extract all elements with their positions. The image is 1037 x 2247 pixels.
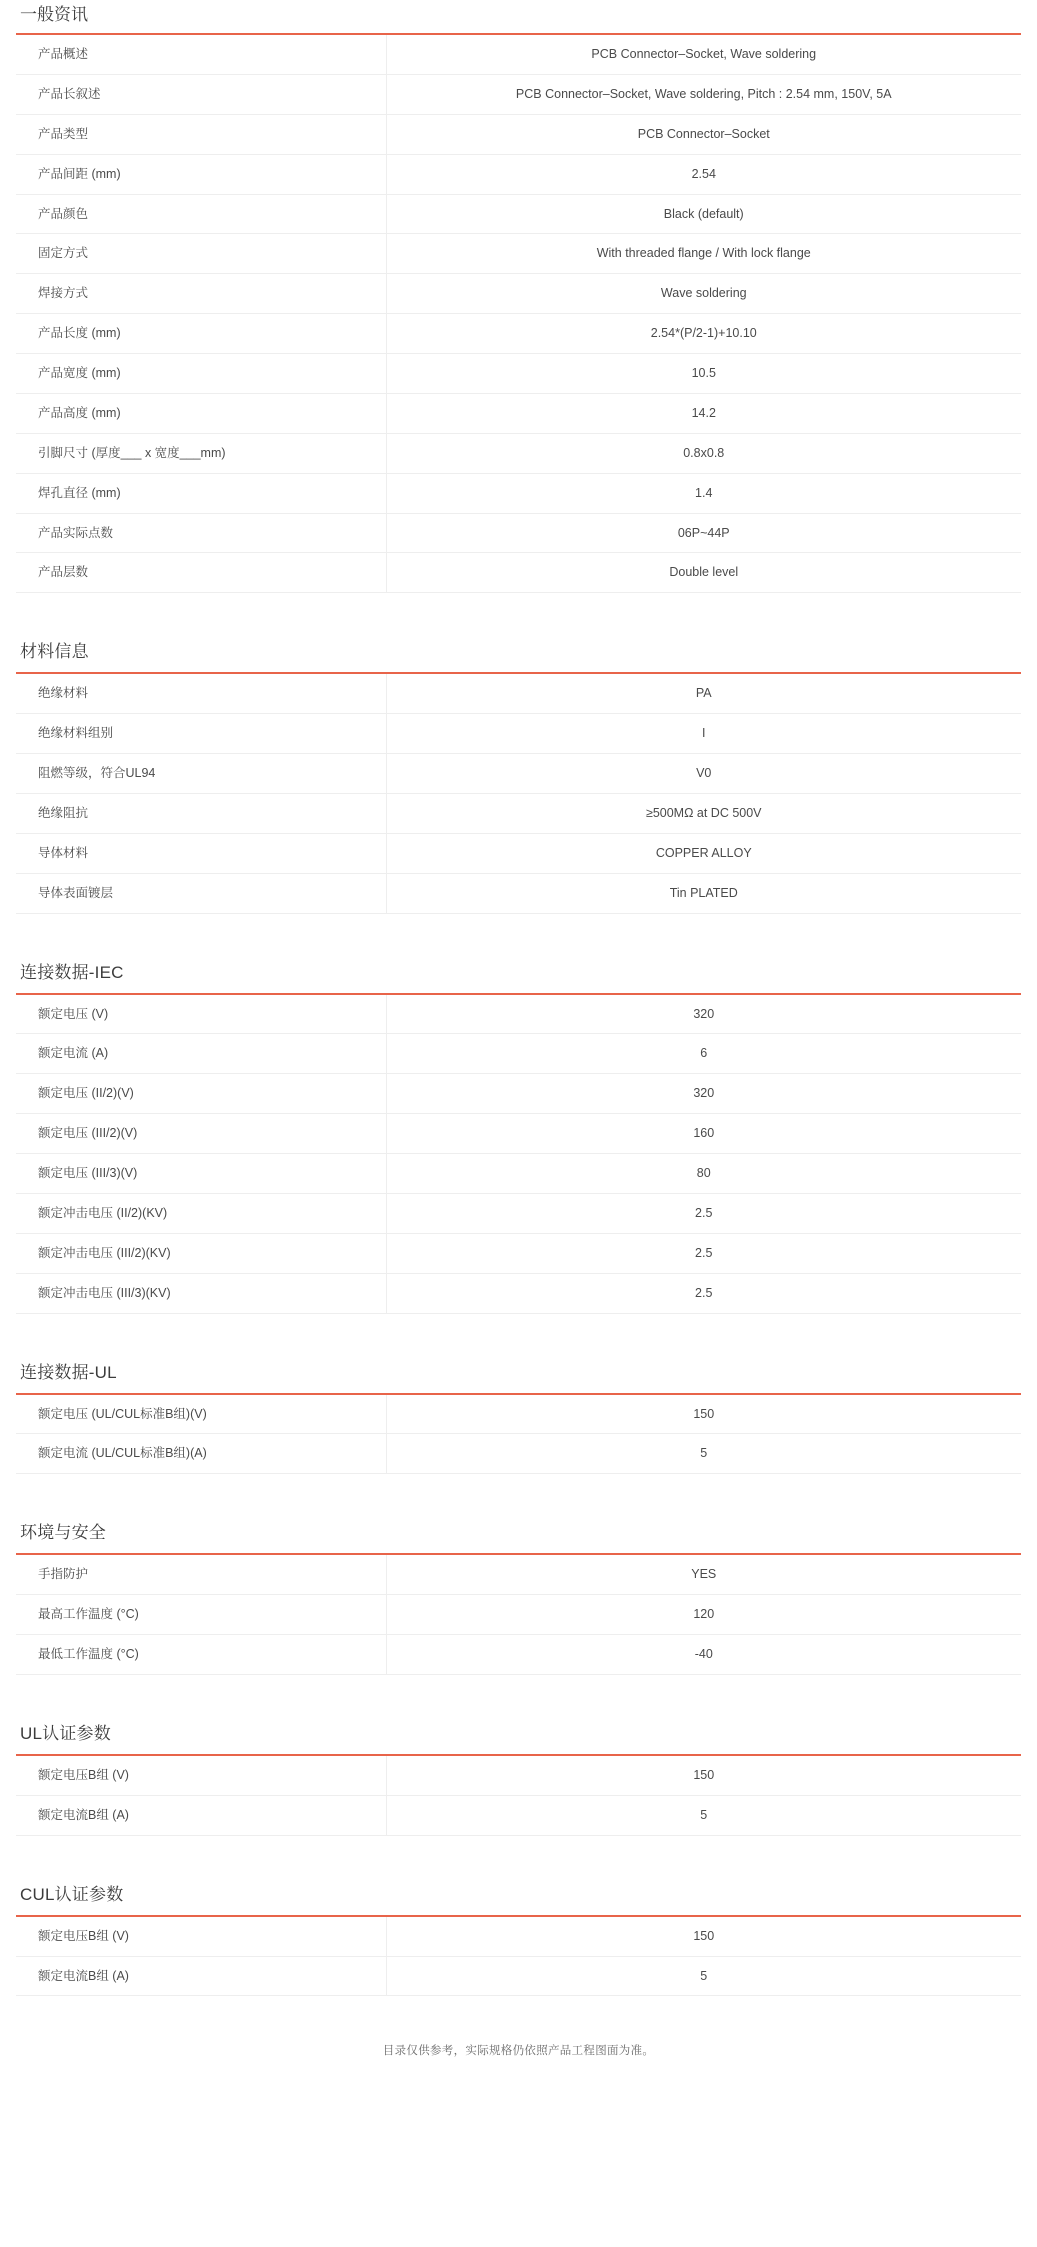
table-row [16,1034,1021,1074]
row-value: YES [691,1567,717,1582]
table-row [16,274,1021,314]
section-spacer [16,593,1021,637]
row-label: 产品层数 [16,553,386,593]
row-label: 产品实际点数 [16,513,386,553]
row-label: 产品长度 (mm) [16,314,386,354]
row-label: 产品长叙述 [16,74,386,114]
table-row [16,994,1021,1034]
table-row [16,194,1021,234]
table-row [16,74,1021,114]
spec-table-connection-data-iec [16,993,1021,1314]
table-row [16,1956,1021,1996]
row-value: 0.8x0.8 [683,445,725,460]
table-row [16,1154,1021,1194]
table-row [16,1394,1021,1434]
table-row [16,714,1021,754]
row-value: 1.4 [695,485,713,500]
footer-note: 目录仅供参考，实际规格仍依照产品工程图面为准。 [382,2045,655,2058]
table-row [16,34,1021,74]
row-label: 产品宽度 (mm) [16,354,386,394]
table-row [16,1114,1021,1154]
table-row [16,314,1021,354]
row-value: 80 [696,1166,711,1180]
row-label: 额定电压 (III/3)(V) [16,1154,386,1194]
row-value: 2.54*(P/2-1)+10.10 [650,326,757,341]
row-label: 产品高度 (mm) [16,393,386,433]
row-value: PA [695,686,712,701]
row-label: 额定电压 (UL/CUL标准B组)(V) [16,1394,386,1434]
section-connection-data-iec [16,958,1021,1314]
table-row [16,1795,1021,1835]
section-general-info [16,0,1021,593]
row-value: 150 [693,1767,715,1782]
spec-table-material-info [16,672,1021,913]
row-value: 5 [700,1446,708,1461]
table-row [16,1755,1021,1795]
section-spacer [16,1836,1021,1880]
row-label: 引脚尺寸 (厚度___ x 宽度___mm) [16,433,386,473]
row-value: 2.5 [695,1245,713,1260]
row-value: ≥500MΩ at DC 500V [645,805,762,820]
spec-table-ul-certification [16,1754,1021,1836]
row-value: Wave soldering [660,286,747,301]
row-value: COPPER ALLOY [655,845,752,860]
table-row [16,473,1021,513]
table-row [16,793,1021,833]
row-value: 2.5 [695,1285,713,1300]
table-row [16,754,1021,794]
row-label: 额定电流 (UL/CUL标准B组)(A) [16,1434,386,1474]
section-ul-certification [16,1719,1021,1836]
table-row [16,1193,1021,1233]
spec-table-environment-safety [16,1553,1021,1675]
table-row [16,1074,1021,1114]
row-label: 额定电压 (II/2)(V) [16,1074,386,1114]
row-label: 产品概述 [16,34,386,74]
section-title-ul-certification: UL认证参数 [20,1723,111,1743]
row-value: 06P~44P [677,525,730,540]
table-row [16,1233,1021,1273]
row-label: 额定冲击电压 (III/2)(KV) [16,1233,386,1273]
section-environment-safety [16,1518,1021,1675]
row-value: 320 [693,1086,715,1101]
section-spacer [16,1314,1021,1358]
row-value: PCB Connector–Socket, Wave soldering [591,47,817,61]
row-value: Tin PLATED [669,885,738,900]
row-label: 额定电压 (III/2)(V) [16,1114,386,1154]
table-row [16,114,1021,154]
section-material-info [16,637,1021,913]
table-row [16,553,1021,593]
row-label: 额定电压 (V) [16,994,386,1034]
row-value: 5 [700,1968,708,1983]
row-value: PCB Connector–Socket, Wave soldering, Pitch : 2.54 mm, 150V, 5A [515,86,892,101]
row-value: PCB Connector–Socket [637,126,770,141]
section-title-connection-data-ul: 连接数据-UL [20,1362,117,1382]
table-row [16,1595,1021,1635]
row-label: 绝缘材料组别 [16,714,386,754]
row-value: -40 [694,1647,713,1661]
row-value: V0 [696,766,712,780]
row-label: 额定冲击电压 (III/3)(KV) [16,1273,386,1313]
row-value: Double level [669,565,739,580]
table-row [16,1635,1021,1675]
row-label: 最低工作温度 (°C) [16,1635,386,1675]
spec-table-cul-certification [16,1915,1021,1997]
row-value: I [702,726,706,741]
section-spacer [16,914,1021,958]
table-row [16,873,1021,913]
row-label: 额定冲击电压 (II/2)(KV) [16,1193,386,1233]
row-value: 120 [693,1607,715,1622]
row-label: 额定电压B组 (V) [16,1755,386,1795]
section-cul-certification [16,1880,1021,1997]
row-label: 额定电压B组 (V) [16,1916,386,1956]
table-row [16,234,1021,274]
row-value: 14.2 [691,405,716,420]
row-value: 10.5 [691,366,716,380]
section-title-material-info: 材料信息 [20,642,89,662]
spec-table-connection-data-ul [16,1393,1021,1475]
row-label: 固定方式 [16,234,386,274]
section-title-cul-certification: CUL认证参数 [20,1884,124,1904]
section-title-environment-safety: 环境与安全 [20,1523,106,1543]
row-label: 产品类型 [16,114,386,154]
row-label: 产品间距 (mm) [16,154,386,194]
row-label: 产品颜色 [16,194,386,234]
table-row [16,513,1021,553]
row-value: 160 [693,1126,715,1141]
row-value: 320 [693,1006,715,1021]
table-row [16,433,1021,473]
spec-table-general-info [16,33,1021,593]
row-label: 额定电流B组 (A) [16,1956,386,1996]
row-value: 150 [693,1406,715,1421]
section-spacer [16,1474,1021,1518]
row-value: 2.54 [691,166,716,181]
row-label: 手指防护 [16,1554,386,1594]
table-row [16,673,1021,713]
table-row [16,1434,1021,1474]
row-value: 5 [700,1807,708,1822]
row-label: 绝缘阻抗 [16,793,386,833]
row-label: 阻燃等级，符合UL94 [16,754,386,794]
row-label: 最高工作温度 (°C) [16,1595,386,1635]
row-label: 焊接方式 [16,274,386,314]
row-value: 150 [693,1928,715,1943]
section-title-general-info: 一般资讯 [20,5,88,24]
row-label: 绝缘材料 [16,673,386,713]
table-row [16,1554,1021,1594]
row-value: 2.5 [695,1205,713,1220]
row-label: 导体表面镀层 [16,873,386,913]
row-value: 6 [700,1046,708,1061]
table-row [16,354,1021,394]
section-connection-data-ul [16,1358,1021,1475]
row-label: 焊孔直径 (mm) [16,473,386,513]
row-label: 额定电流 (A) [16,1034,386,1074]
row-value: Black (default) [663,206,744,221]
table-row [16,393,1021,433]
row-label: 额定电流B组 (A) [16,1795,386,1835]
row-label: 导体材料 [16,833,386,873]
section-spacer [16,1675,1021,1719]
table-row [16,1273,1021,1313]
table-row [16,833,1021,873]
row-value: With threaded flange / With lock flange [596,246,811,261]
table-row [16,1916,1021,1956]
section-title-connection-data-iec: 连接数据-IEC [20,962,124,982]
table-row [16,154,1021,194]
